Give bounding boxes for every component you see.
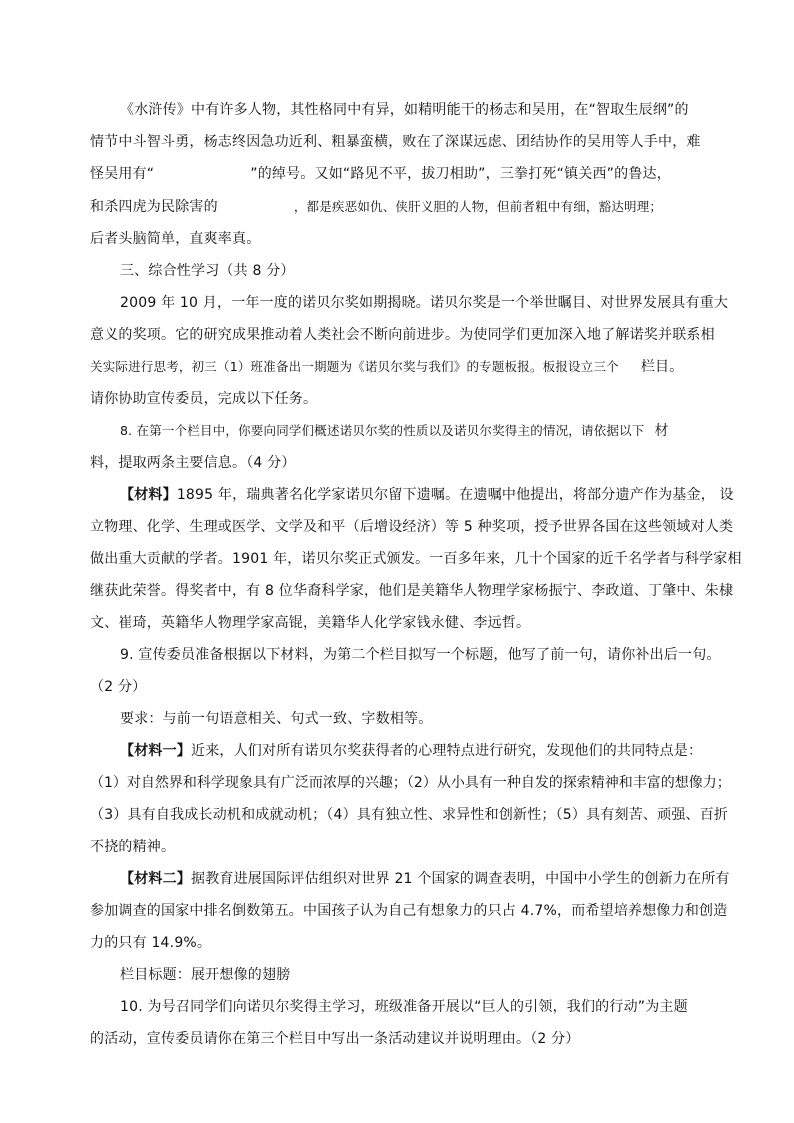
material-line5: 文、崔琦，英籍华人物理学家高锟，美籍华人化学家钱永健、李远哲。 [90, 615, 531, 631]
q8-line2: 料，提取两条主要信息。（4 分） [90, 455, 296, 471]
para1-line4: 和杀四虎为民除害的 ，都是疾恶如仇、侠肝义胆的人物，但前者粗中有细，豁达明理； [90, 199, 663, 215]
material2-tag: 【材料二】 [120, 871, 191, 887]
intro-line4: 请你协助宣传委员，完成以下任务。 [90, 391, 318, 407]
material-line3: 做出重大贡献的学者。1901 年，诺贝尔奖正式颁发。一百多年来，几十个国家的近千名学者与科学家相 [90, 551, 742, 567]
intro-line3: 关实际进行思考，初三（1）班准备出一期题为《诺贝尔奖与我们》的专题板报。板报设立三个 栏目。 [90, 359, 684, 375]
material-tag: 【材料】 [120, 487, 177, 503]
q10-line1: 10. 为号召同学们向诺贝尔奖得主学习，班级准备开展以“巨人的引领，我们的行动”为主题 [120, 999, 688, 1015]
material-line2: 立物理、化学、生理或医学、文学及和平（后增设经济）等 5 种奖项，授予世界各国在这些领域对人类 [90, 519, 734, 535]
material1-line3: （3）具有自我成长动机和成就动机；（4）具有独立性、求异性和创新性；（5）具有刻苦、顽强、百折 [90, 807, 729, 823]
material1-line1: 【材料一】近来，人们对所有诺贝尔奖获得者的心理特点进行研究，发现他们的共同特点是： [120, 743, 703, 759]
material1-tag: 【材料一】 [120, 743, 191, 759]
section-title: 三、综合性学习（共 8 分） [120, 263, 295, 279]
q9-line1: 9. 宣传委员准备根据以下材料，为第二个栏目拟写一个标题，他写了前一句，请你补出后一句。 [120, 647, 721, 663]
material-line1: 【材料】1895 年，瑞典著名化学家诺贝尔留下遗嘱。在遗嘱中他提出，将部分遗产作为基金， 设 [120, 487, 734, 503]
material-line4: 继获此荣誉。得奖者中，有 8 位华裔科学家，他们是美籍华人物理学家杨振宁、李政道、丁肇中、朱棣 [90, 583, 734, 599]
q9-line2: （2 分） [90, 679, 147, 695]
material1-line4: 不挠的精神。 [90, 839, 176, 855]
material2-line3: 力的只有 14.9%。 [90, 935, 212, 951]
para1-line2: 情节中斗智斗勇，杨志终因急功近利、粗暴蛮横，败在了深谋远虑、团结协作的吴用等人手中，难 [90, 134, 701, 150]
para1-line1: 《水浒传》中有许多人物，其性格同中有异，如精明能干的杨志和吴用，在“智取生辰纲”的 [120, 102, 689, 118]
material2-line2: 参加调查的国家中排名倒数第五。中国孩子认为自己有想象力的只占 4.7%，而希望培养想像力和创造 [90, 903, 728, 919]
column-title: 栏目标题：展开想像的翅膀 [120, 967, 291, 983]
para1-line3: 怪吴用有“ ”的绰号。又如“路见不平，拔刀相助”，三拳打死“镇关西”的鲁达， [90, 166, 671, 182]
q10-line2: 的活动，宣传委员请你在第三个栏目中写出一条活动建议并说明理由。（2 分） [90, 1031, 580, 1047]
material2-line1: 【材料二】据教育进展国际评估组织对世界 21 个国家的调查表明，中国中小学生的创新力在所有 [120, 871, 730, 887]
para1-line5: 后者头脑简单，直爽率真。 [90, 231, 261, 247]
intro-line1: 2009 年 10 月，一年一度的诺贝尔奖如期揭晓。诺贝尔奖是一个举世瞩目、对世界发展具有重大 [120, 295, 729, 311]
q8-line1: 8. 在第一个栏目中，你要向同学们概述诺贝尔奖的性质以及诺贝尔奖得主的情况，请依据以下 材 [120, 423, 669, 439]
intro-line2: 意义的奖项。它的研究成果推动着人类社会不断向前进步。为使同学们更加深入地了解诺奖并联系相 [90, 327, 715, 343]
q9-requirement: 要求：与前一句语意相关、句式一致、字数相等。 [120, 711, 433, 727]
material1-line2: （1）对自然界和科学现象具有广泛而浓厚的兴趣；（2）从小具有一种自发的探索精神和丰富的想像力； [90, 775, 731, 791]
